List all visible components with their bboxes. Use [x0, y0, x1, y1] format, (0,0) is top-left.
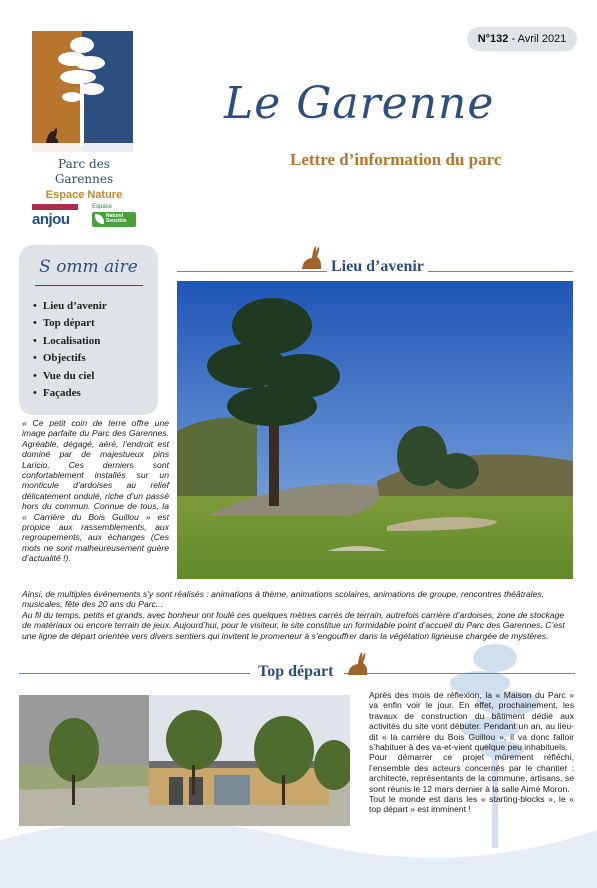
- park-name-text: Parc des Garennes: [54, 157, 114, 186]
- section-title-top: Top départ: [254, 663, 337, 681]
- toc-item[interactable]: • Localisation: [33, 333, 107, 350]
- ens-text: Naturel Sensible: [106, 213, 127, 224]
- anjou-text: anjou: [32, 211, 70, 228]
- table-of-contents: [19, 245, 158, 415]
- top-paragraph-3: Tout le monde est dans les « starting-blocks », le « top départ » est imminent !: [369, 794, 574, 815]
- toc-item[interactable]: • Façades: [33, 385, 107, 402]
- toc-title: S omm aire: [39, 257, 138, 277]
- section-rule-top-left: [19, 673, 250, 674]
- ens-logo: [90, 204, 138, 228]
- top-paragraph-2: Pour démarrer ce projet mûrement réfléchi, l’ensemble des acteurs concernés par le chantier : architecte, représentants de la commune, artisans, se sont réunis le 12 mars dernier à la salle Aimé Moron.: [369, 752, 574, 794]
- park-subname-text: Espace Nature: [45, 189, 123, 201]
- anjou-logo: [32, 204, 78, 228]
- lieu-paragraph-italic: Ainsi, de multiples événements s’y sont réalisés : animations à thème, animations scolaires, animations de groupe, rencontres théâtrales, musicales, fête des 20 ans du Parc...: [22, 589, 545, 610]
- top-paragraph-1: Après des mois de réflexion, la « Maison du Parc » va enfin voir le jour. En effet, prochainement, les travaux de construction du bâtiment dédié aux activités du site vont débuter. Pendant un an, au lieu-dit « la carrière du Bois Guillou », il va donc falloir s’habituer à des va-et-vient quelque peu inhabituels.: [369, 690, 574, 753]
- landscape-photo: [177, 281, 573, 579]
- building-render-image: [19, 695, 350, 826]
- quote-text: « Ce petit coin de terre offre une image parfaite du Parc des Garennes. Agréable, dégagé, aéré, l’endroit est dominé par de majestueux pins Laricio. Ces derniers sont confortablement installés sur un monticule d’ardoises au relief délicatement ondulé, riche d’un passé hors du commun. Connue de tous, la « Carrière du Bois Guillou » est propice aux rassemblements, aux regroupements, aux échanges (Ces mots ne sont malheureusement guère d’actualité !).: [22, 418, 169, 564]
- top-paragraph: [369, 690, 574, 815]
- rabbit-icon: [346, 650, 370, 676]
- ens-label: Espace: [92, 204, 113, 210]
- toc-item[interactable]: • Vue du ciel: [33, 368, 107, 385]
- issue-number: N°132: [477, 33, 509, 45]
- section-rule-top-right: [344, 673, 575, 674]
- rabbit-icon: [300, 244, 324, 270]
- toc-item[interactable]: • Lieu d’avenir: [33, 298, 107, 315]
- section-title-lieu: Lieu d’avenir: [327, 258, 428, 276]
- toc-list: [33, 298, 107, 402]
- toc-item[interactable]: • Objectifs: [33, 350, 107, 367]
- lieu-paragraph-normal: Au fil du temps, petits et grands, avec bonheur ont foulé ces quelques mètres carrés de terrain, autrefois carrière d’ardoises, zone de stockage de matériaux ou encore terrain de jeux. Aujourd’hui, pour le visiteur, le site constitue un formidable point d’accueil du Parc des Garennes. C’est une ligne de départ orientée vers divers sentiers qui invitent le promeneur à s’engouffrer dans la végétation ligneuse chargée de mystères.: [22, 609, 565, 641]
- toc-divider: [35, 285, 143, 286]
- toc-item[interactable]: • Top départ: [33, 315, 107, 332]
- newsletter-title: Le Garenne: [224, 78, 495, 129]
- park-name: [28, 157, 140, 203]
- newsletter-subtitle: Lettre d’information du parc: [290, 150, 502, 169]
- issue-date: - Avril 2021: [511, 33, 567, 45]
- issue-badge: [467, 27, 577, 51]
- park-logo: [32, 31, 133, 152]
